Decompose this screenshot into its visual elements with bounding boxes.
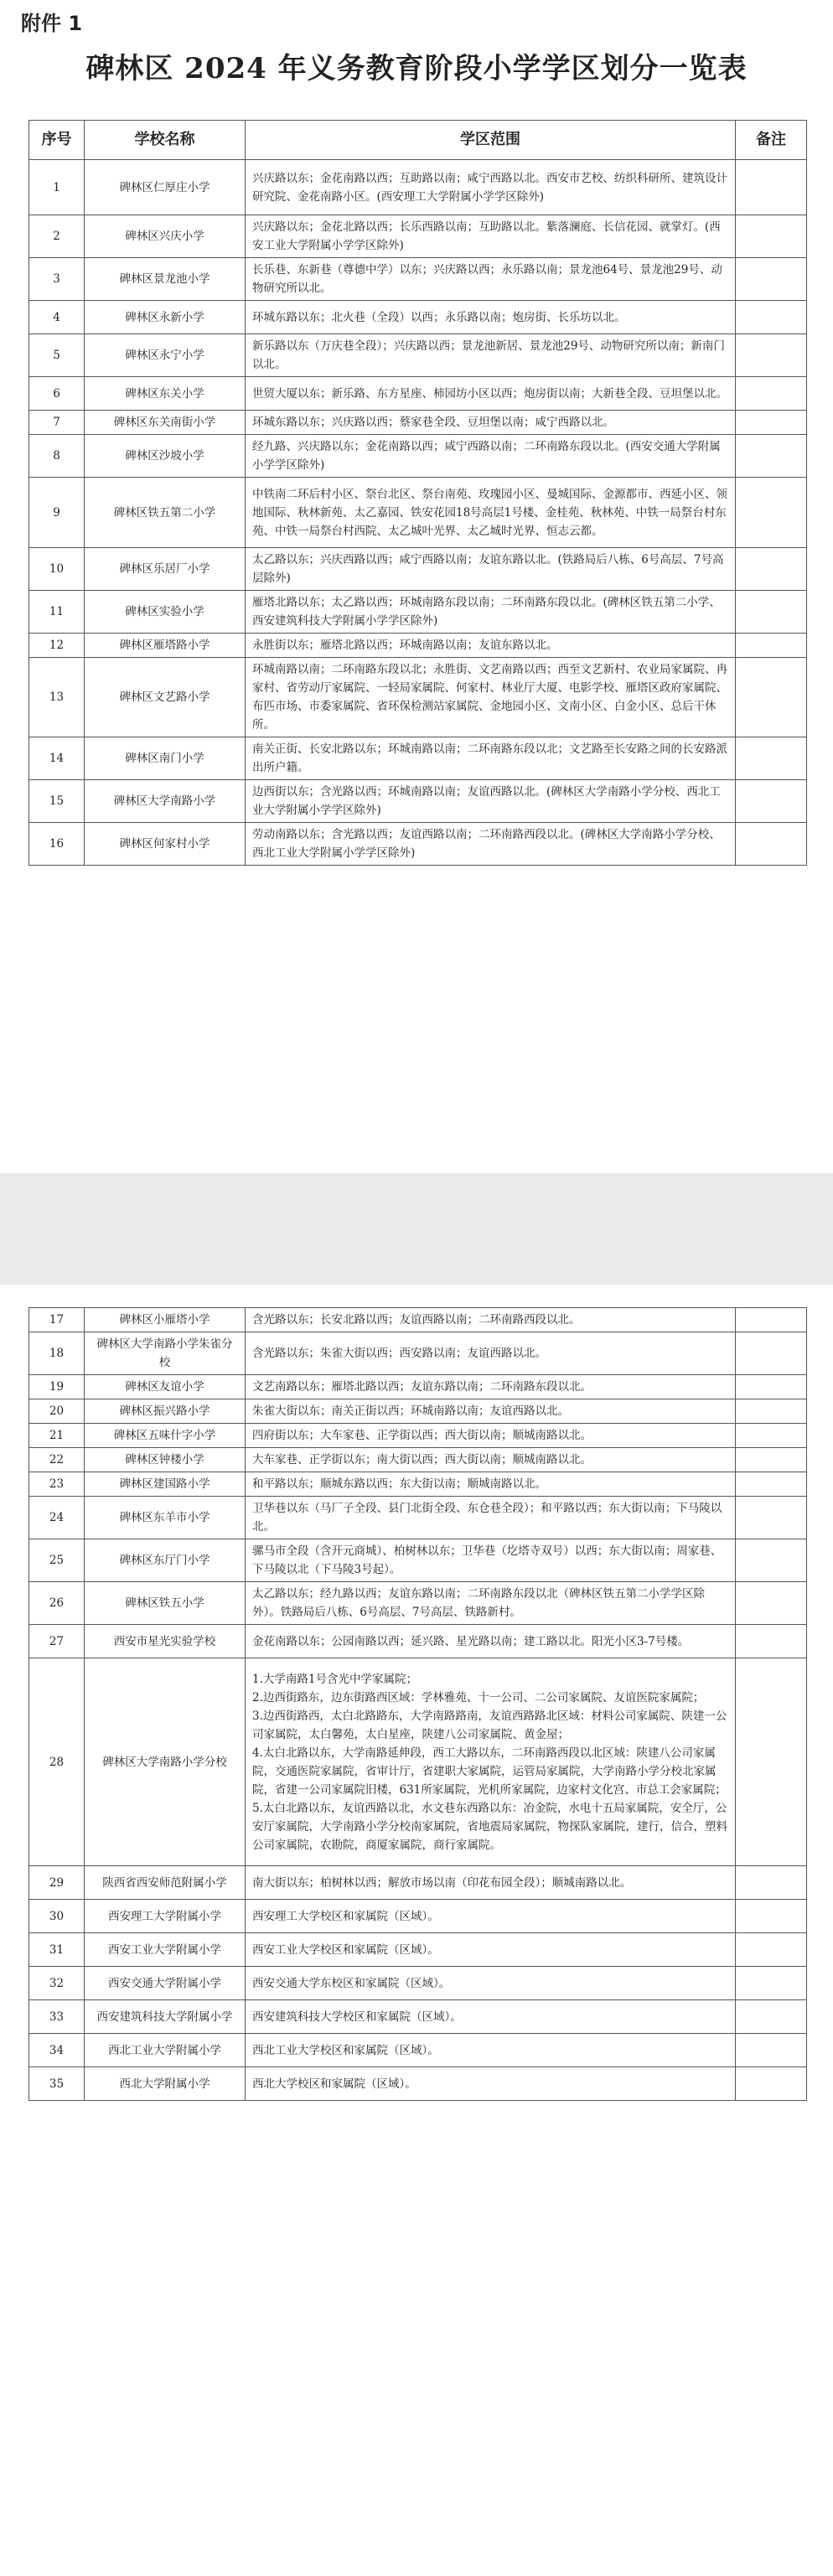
district-scope-line: 西安建筑科技大学校区和家属院（区域）。: [252, 2010, 462, 2024]
remarks-cell: [736, 1472, 807, 1497]
district-scope: [246, 1472, 736, 1497]
row-number: 10: [29, 548, 85, 591]
row-number: 24: [29, 1497, 85, 1539]
school-name: 西安工业大学附属小学: [85, 1933, 246, 1967]
district-scope-line: 中铁南二环后村小区、祭台北区、祭台南苑、玫瑰园小区、曼城国际、金源都市、西延小区、领地国际、秋林新苑、太乙嘉园、铁安花园18号高层1号楼、金桂苑、秋林苑、中铁一局祭台村东苑、中铁一局祭台村西院、太乙城叶光界、太乙城时光界、恒志云都。: [252, 487, 727, 538]
row-number: 2: [29, 215, 85, 258]
school-name: 碑林区永宁小学: [85, 334, 246, 377]
district-scope-line: 环城南路以南；二环南路东段以北；永胜街、文艺南路以西；西至文艺新村、农业局家属院、冉家村、省劳动厅家属院、一轻局家属院、何家村、林业厅大厦、电影学校、雁塔区政府家属院、布匹市场、市委家属院、省环保检测站家属院、金地园小区、文南小区、白金小区、总后干休所。: [252, 663, 727, 732]
row-number: 20: [29, 1399, 85, 1424]
district-scope: [246, 1375, 736, 1399]
school-name: 碑林区文艺路小学: [85, 658, 246, 737]
table-row: [29, 1658, 807, 1866]
district-scope-line: 太乙路以东；兴庆西路以西；咸宁西路以南；友谊东路以北。(铁路局后八栋、6号高层、7号高层除外): [252, 553, 724, 585]
row-number: 11: [29, 591, 85, 634]
school-name: 碑林区钟楼小学: [85, 1448, 246, 1472]
district-scope: [246, 1933, 736, 1967]
school-name: 陕西省西安师范附属小学: [85, 1866, 246, 1900]
district-scope: [246, 1448, 736, 1472]
remarks-cell: [736, 1375, 807, 1399]
district-scope-line: 南大街以东；柏树林以西；解放市场以南（印花布园全段）；顺城南路以北。: [252, 1875, 632, 1890]
remarks-cell: [736, 478, 807, 548]
remarks-cell: [736, 634, 807, 658]
district-scope: [246, 1658, 736, 1866]
district-scope: [246, 377, 736, 411]
district-scope-line: 1.大学南路1号含光中学家属院；: [252, 1672, 417, 1686]
header-district-scope: 学区范围: [246, 121, 736, 160]
district-scope: [246, 1497, 736, 1539]
row-number: 25: [29, 1539, 85, 1582]
district-scope-line: 环城东路以东；兴庆路以西；蔡家巷全段、豆坦堡以南；咸宁西路以北。: [252, 416, 614, 429]
district-scope: [246, 2067, 736, 2101]
table-row: [29, 1625, 807, 1658]
annex-label: 附件 1: [21, 12, 83, 35]
school-name: 碑林区永新小学: [85, 301, 246, 334]
district-scope: [246, 301, 736, 334]
remarks-cell: [736, 160, 807, 215]
table-row: [29, 1472, 807, 1497]
school-name: 碑林区仁厚庄小学: [85, 160, 246, 215]
school-name: 西安市星光实验学校: [85, 1625, 246, 1658]
district-scope: [246, 1582, 736, 1625]
remarks-cell: [736, 2034, 807, 2067]
district-scope-line: 南关正街、长安北路以东；环城南路以南；二环南路东段以北；文艺路至长安路之间的长安路派出所户籍。: [252, 742, 727, 774]
header-remarks: 备注: [736, 121, 807, 160]
district-scope: [246, 215, 736, 258]
table-row: [29, 215, 807, 258]
table-row: [29, 258, 807, 301]
district-scope-line: 兴庆路以东；金花南路以西；互助路以南；咸宁西路以北。西安市艺校、纺织科研所、建筑设计研究院、金花南路小区。(西安理工大学附属小学学区除外): [252, 171, 727, 204]
table-row: [29, 2000, 807, 2034]
document-page-2: [0, 1285, 833, 2576]
school-district-table: [28, 120, 807, 866]
district-scope-line: 永胜街以东；雁塔北路以西；环城南路以南；友谊东路以北。: [252, 639, 558, 652]
header-number: 序号: [29, 121, 85, 160]
table-row: [29, 737, 807, 780]
district-scope: [246, 411, 736, 435]
table-row: [29, 634, 807, 658]
district-scope-line: 四府街以东；大车家巷、正学街以西；西大街以南；顺城南路以北。: [252, 1429, 592, 1442]
table-row: [29, 1424, 807, 1448]
table-row: [29, 1967, 807, 2000]
school-name: 碑林区东关小学: [85, 377, 246, 411]
row-number: 12: [29, 634, 85, 658]
district-scope-line: 兴庆路以东；金花北路以西；长乐西路以南；互助路以北。紫落澜庭、长信花园、就掌灯。(西安工业大学附属小学学区除外): [252, 220, 721, 252]
remarks-cell: [736, 1497, 807, 1539]
table-row: [29, 1448, 807, 1472]
row-number: 1: [29, 160, 85, 215]
table-row: [29, 160, 807, 215]
remarks-cell: [736, 1308, 807, 1332]
remarks-cell: [736, 2067, 807, 2101]
district-scope-line: 文艺南路以东；雁塔北路以西；友谊东路以南；二环南路东段以北。: [252, 1380, 592, 1394]
table-row: [29, 478, 807, 548]
remarks-cell: [736, 1933, 807, 1967]
school-name: 碑林区振兴路小学: [85, 1399, 246, 1424]
remarks-cell: [736, 1332, 807, 1375]
row-number: 9: [29, 478, 85, 548]
district-scope-line: 含光路以东；朱雀大街以西；西安路以南；友谊西路以北。: [252, 1347, 546, 1360]
district-scope-line: 西安工业大学校区和家属院（区域）。: [252, 1942, 439, 1957]
header-school-name: 学校名称: [85, 121, 246, 160]
row-number: 29: [29, 1866, 85, 1900]
table-row: [29, 548, 807, 591]
table-row: [29, 1866, 807, 1900]
remarks-cell: [736, 1424, 807, 1448]
row-number: 30: [29, 1900, 85, 1933]
table-row: [29, 301, 807, 334]
district-scope-line: 4.太白北路以东，大学南路延伸段，西工大路以东，二环南路西段以北区域：陕建八公司家属院，交通医院家属院，省审计厅，省建职大家属院，运管局家属院，大学南路小学分校北家属院，省建一公司家属院旧楼，631所家属院，光机所家属院，边家村文化宫、市总工会家属院；: [252, 1746, 727, 1797]
remarks-cell: [736, 1967, 807, 2000]
district-scope: [246, 1900, 736, 1933]
remarks-cell: [736, 1448, 807, 1472]
document-title: 碑林区 2024 年义务教育阶段小学学区划分一览表: [85, 52, 748, 85]
school-name: 西安交通大学附属小学: [85, 1967, 246, 2000]
district-scope-line: 金花南路以东；公园南路以西；延兴路、星光路以南；建工路以北。阳光小区3-7号楼。: [252, 1634, 690, 1648]
district-scope-line: 经九路、兴庆路以东；金花南路以西；咸宁西路以南；二环南路东段以北。(西安交通大学附属小学学区除外): [252, 440, 721, 472]
table-row: [29, 780, 807, 823]
row-number: 22: [29, 1448, 85, 1472]
row-number: 34: [29, 2034, 85, 2067]
school-name: 碑林区东关南街小学: [85, 411, 246, 435]
district-scope: [246, 1332, 736, 1375]
row-number: 26: [29, 1582, 85, 1625]
table-row: [29, 823, 807, 866]
district-scope: [246, 2034, 736, 2067]
row-number: 14: [29, 737, 85, 780]
district-scope: [246, 2000, 736, 2034]
remarks-cell: [736, 435, 807, 478]
row-number: 31: [29, 1933, 85, 1967]
remarks-cell: [736, 2000, 807, 2034]
district-scope-line: 和平路以东；顺城东路以西；东大街以南；顺城南路以北。: [252, 1477, 546, 1491]
row-number: 4: [29, 301, 85, 334]
school-name: 西安建筑科技大学附属小学: [85, 2000, 246, 2034]
remarks-cell: [736, 591, 807, 634]
district-scope: [246, 1625, 736, 1658]
school-name: 西安理工大学附属小学: [85, 1900, 246, 1933]
remarks-cell: [736, 737, 807, 780]
district-scope-line: 西安交通大学东校区和家属院（区域）。: [252, 1976, 451, 1990]
table-row: [29, 334, 807, 377]
district-scope: [246, 780, 736, 823]
table-row: [29, 1332, 807, 1375]
table-body-page-1: [29, 160, 807, 866]
row-number: 5: [29, 334, 85, 377]
school-name: 碑林区小雁塔小学: [85, 1308, 246, 1332]
district-scope-line: 太乙路以东；经九路以西；友谊东路以南；二环南路东段以北（碑林区铁五第二小学学区除外）。铁路局后八栋、6号高层、7号高层、铁路新村。: [252, 1587, 705, 1619]
district-scope-line: 大车家巷、正学街以东；南大街以西；西大街以南；顺城南路以北。: [252, 1453, 592, 1466]
district-scope: [246, 1308, 736, 1332]
district-scope: [246, 1399, 736, 1424]
table-header-row: [29, 121, 807, 160]
table-row: [29, 658, 807, 737]
district-scope: [246, 1539, 736, 1582]
school-name: 碑林区实验小学: [85, 591, 246, 634]
row-number: 3: [29, 258, 85, 301]
row-number: 23: [29, 1472, 85, 1497]
table-row: [29, 1582, 807, 1625]
district-scope-line: 劳动南路以东；含光路以西；友谊西路以南；二环南路西段以北。(碑林区大学南路小学分校、西北工业大学附属小学学区除外): [252, 828, 721, 860]
remarks-cell: [736, 411, 807, 435]
table-row: [29, 1933, 807, 1967]
table-row: [29, 591, 807, 634]
remarks-cell: [736, 1658, 807, 1866]
row-number: 35: [29, 2067, 85, 2101]
remarks-cell: [736, 658, 807, 737]
table-row: [29, 377, 807, 411]
district-scope: [246, 737, 736, 780]
row-number: 16: [29, 823, 85, 866]
table-row: [29, 1308, 807, 1332]
district-scope: [246, 258, 736, 301]
school-name: 碑林区南门小学: [85, 737, 246, 780]
district-scope-line: 朱雀大街以东；南关正街以西；环城南路以南；友谊西路以北。: [252, 1404, 569, 1418]
school-name: 碑林区兴庆小学: [85, 215, 246, 258]
district-scope-line: 世贸大厦以东；新乐路、东方星座、柿园坊小区以西；炮房街以南；大新巷全段、豆坦堡以北。: [252, 386, 727, 401]
school-name: 碑林区友谊小学: [85, 1375, 246, 1399]
school-name: 碑林区何家村小学: [85, 823, 246, 866]
remarks-cell: [736, 215, 807, 258]
row-number: 21: [29, 1424, 85, 1448]
table-row: [29, 411, 807, 435]
row-number: 13: [29, 658, 85, 737]
district-scope: [246, 634, 736, 658]
row-number: 15: [29, 780, 85, 823]
school-name: 碑林区景龙池小学: [85, 258, 246, 301]
district-scope-line: 边西街以东；含光路以西；环城南路以南；友谊西路以北。(碑林区大学南路小学分校、西北工业大学附属小学学区除外): [252, 785, 721, 817]
row-number: 8: [29, 435, 85, 478]
district-scope: [246, 1424, 736, 1448]
row-number: 19: [29, 1375, 85, 1399]
district-scope-line: 含光路以东；长安北路以西；友谊西路以南；二环南路西段以北。: [252, 1313, 581, 1327]
remarks-cell: [736, 334, 807, 377]
district-scope: [246, 823, 736, 866]
district-scope: [246, 548, 736, 591]
remarks-cell: [736, 377, 807, 411]
school-name: 碑林区雁塔路小学: [85, 634, 246, 658]
school-name: 碑林区东厅门小学: [85, 1539, 246, 1582]
district-scope: [246, 658, 736, 737]
table-body-page-2: [29, 1308, 807, 2101]
remarks-cell: [736, 1399, 807, 1424]
district-scope: [246, 591, 736, 634]
remarks-cell: [736, 258, 807, 301]
row-number: 17: [29, 1308, 85, 1332]
remarks-cell: [736, 1866, 807, 1900]
district-scope: [246, 334, 736, 377]
table-row: [29, 1539, 807, 1582]
district-scope-line: 2.边西街路东，边东街路西区域：学林雅苑、十一公司、二公司家属院、友谊医院家属院；: [252, 1690, 705, 1704]
remarks-cell: [736, 1539, 807, 1582]
remarks-cell: [736, 780, 807, 823]
school-name: 碑林区铁五第二小学: [85, 478, 246, 548]
district-scope: [246, 435, 736, 478]
remarks-cell: [736, 1900, 807, 1933]
district-scope-line: 西北大学校区和家属院（区域）。: [252, 2077, 416, 2091]
district-scope-line: 西北工业大学校区和家属院（区域）。: [252, 2043, 439, 2057]
school-district-table-continued: [28, 1307, 807, 2101]
remarks-cell: [736, 301, 807, 334]
district-scope: [246, 1866, 736, 1900]
page-separator: [0, 1173, 833, 1285]
remarks-cell: [736, 1582, 807, 1625]
district-scope-line: 长乐巷、东新巷（尊德中学）以东；兴庆路以西；永乐路以南；景龙池64号、景龙池29号、动物研究所以北。: [252, 263, 722, 295]
row-number: 7: [29, 411, 85, 435]
row-number: 18: [29, 1332, 85, 1375]
district-scope-line: 环城东路以东；北火巷（全段）以西；永乐路以南；炮房街、长乐坊以北。: [252, 310, 626, 324]
school-name: 碑林区沙坡小学: [85, 435, 246, 478]
school-name: 碑林区大学南路小学分校: [85, 1658, 246, 1866]
row-number: 28: [29, 1658, 85, 1866]
district-scope: [246, 1967, 736, 2000]
row-number: 6: [29, 377, 85, 411]
table-row: [29, 2034, 807, 2067]
table-row: [29, 1497, 807, 1539]
table-row: [29, 435, 807, 478]
district-scope-line: 西安理工大学校区和家属院（区域）。: [252, 1909, 439, 1923]
table-row: [29, 2067, 807, 2101]
table-row: [29, 1399, 807, 1424]
document-page-1: [0, 0, 833, 1173]
remarks-cell: [736, 548, 807, 591]
district-scope: [246, 160, 736, 215]
district-scope-line: 新乐路以东（万庆巷全段）；兴庆路以西；景龙池新居、景龙池29号、动物研究所以南；新南门以北。: [252, 339, 725, 371]
table-row: [29, 1900, 807, 1933]
row-number: 33: [29, 2000, 85, 2034]
school-name: 碑林区铁五小学: [85, 1582, 246, 1625]
district-scope-line: 骡马市全段（含开元商城）、柏树林以东；卫华巷（圪塔寺双号）以西；东大街以南；周家巷、下马陵以北（下马陵3号起）。: [252, 1544, 722, 1576]
row-number: 27: [29, 1625, 85, 1658]
remarks-cell: [736, 1625, 807, 1658]
school-name: 碑林区乐居厂小学: [85, 548, 246, 591]
table-row: [29, 1375, 807, 1399]
school-name: 碑林区大学南路小学: [85, 780, 246, 823]
school-name: 碑林区大学南路小学朱雀分校: [85, 1332, 246, 1375]
district-scope-line: 雁塔北路以东；太乙路以西；环城南路东段以南；二环南路东段以北。(碑林区铁五第二小学、西安建筑科技大学附属小学学区除外): [252, 596, 721, 628]
school-name: 碑林区五味什字小学: [85, 1424, 246, 1448]
school-name: 碑林区建国路小学: [85, 1472, 246, 1497]
row-number: 32: [29, 1967, 85, 2000]
district-scope-line: 卫华巷以东（马厂子全段、县门北街全段、东仓巷全段）；和平路以西；东大街以南；下马陵以北。: [252, 1502, 722, 1534]
school-name: 西北大学附属小学: [85, 2067, 246, 2101]
district-scope-line: 3.边西街路西，太白北路路东，大学南路路南，友谊西路路北区域：材料公司家属院、陕建一公司家属院，太白馨苑，太白星座，陕建八公司家属院、黄金屋；: [252, 1709, 727, 1741]
school-name: 碑林区东羊市小学: [85, 1497, 246, 1539]
remarks-cell: [736, 823, 807, 866]
school-name: 西北工业大学附属小学: [85, 2034, 246, 2067]
district-scope-line: 5.太白北路以东，友谊西路以北，水文巷东西路以东：冶金院，水电十五局家属院，安全厅，公安厅家属院，大学南路小学分校南家属院，省地震局家属院，物探队家属院，建行，信合，塑料公司家属院，农勘院，商厦家属院，商行家属院。: [252, 1801, 727, 1852]
district-scope: [246, 478, 736, 548]
